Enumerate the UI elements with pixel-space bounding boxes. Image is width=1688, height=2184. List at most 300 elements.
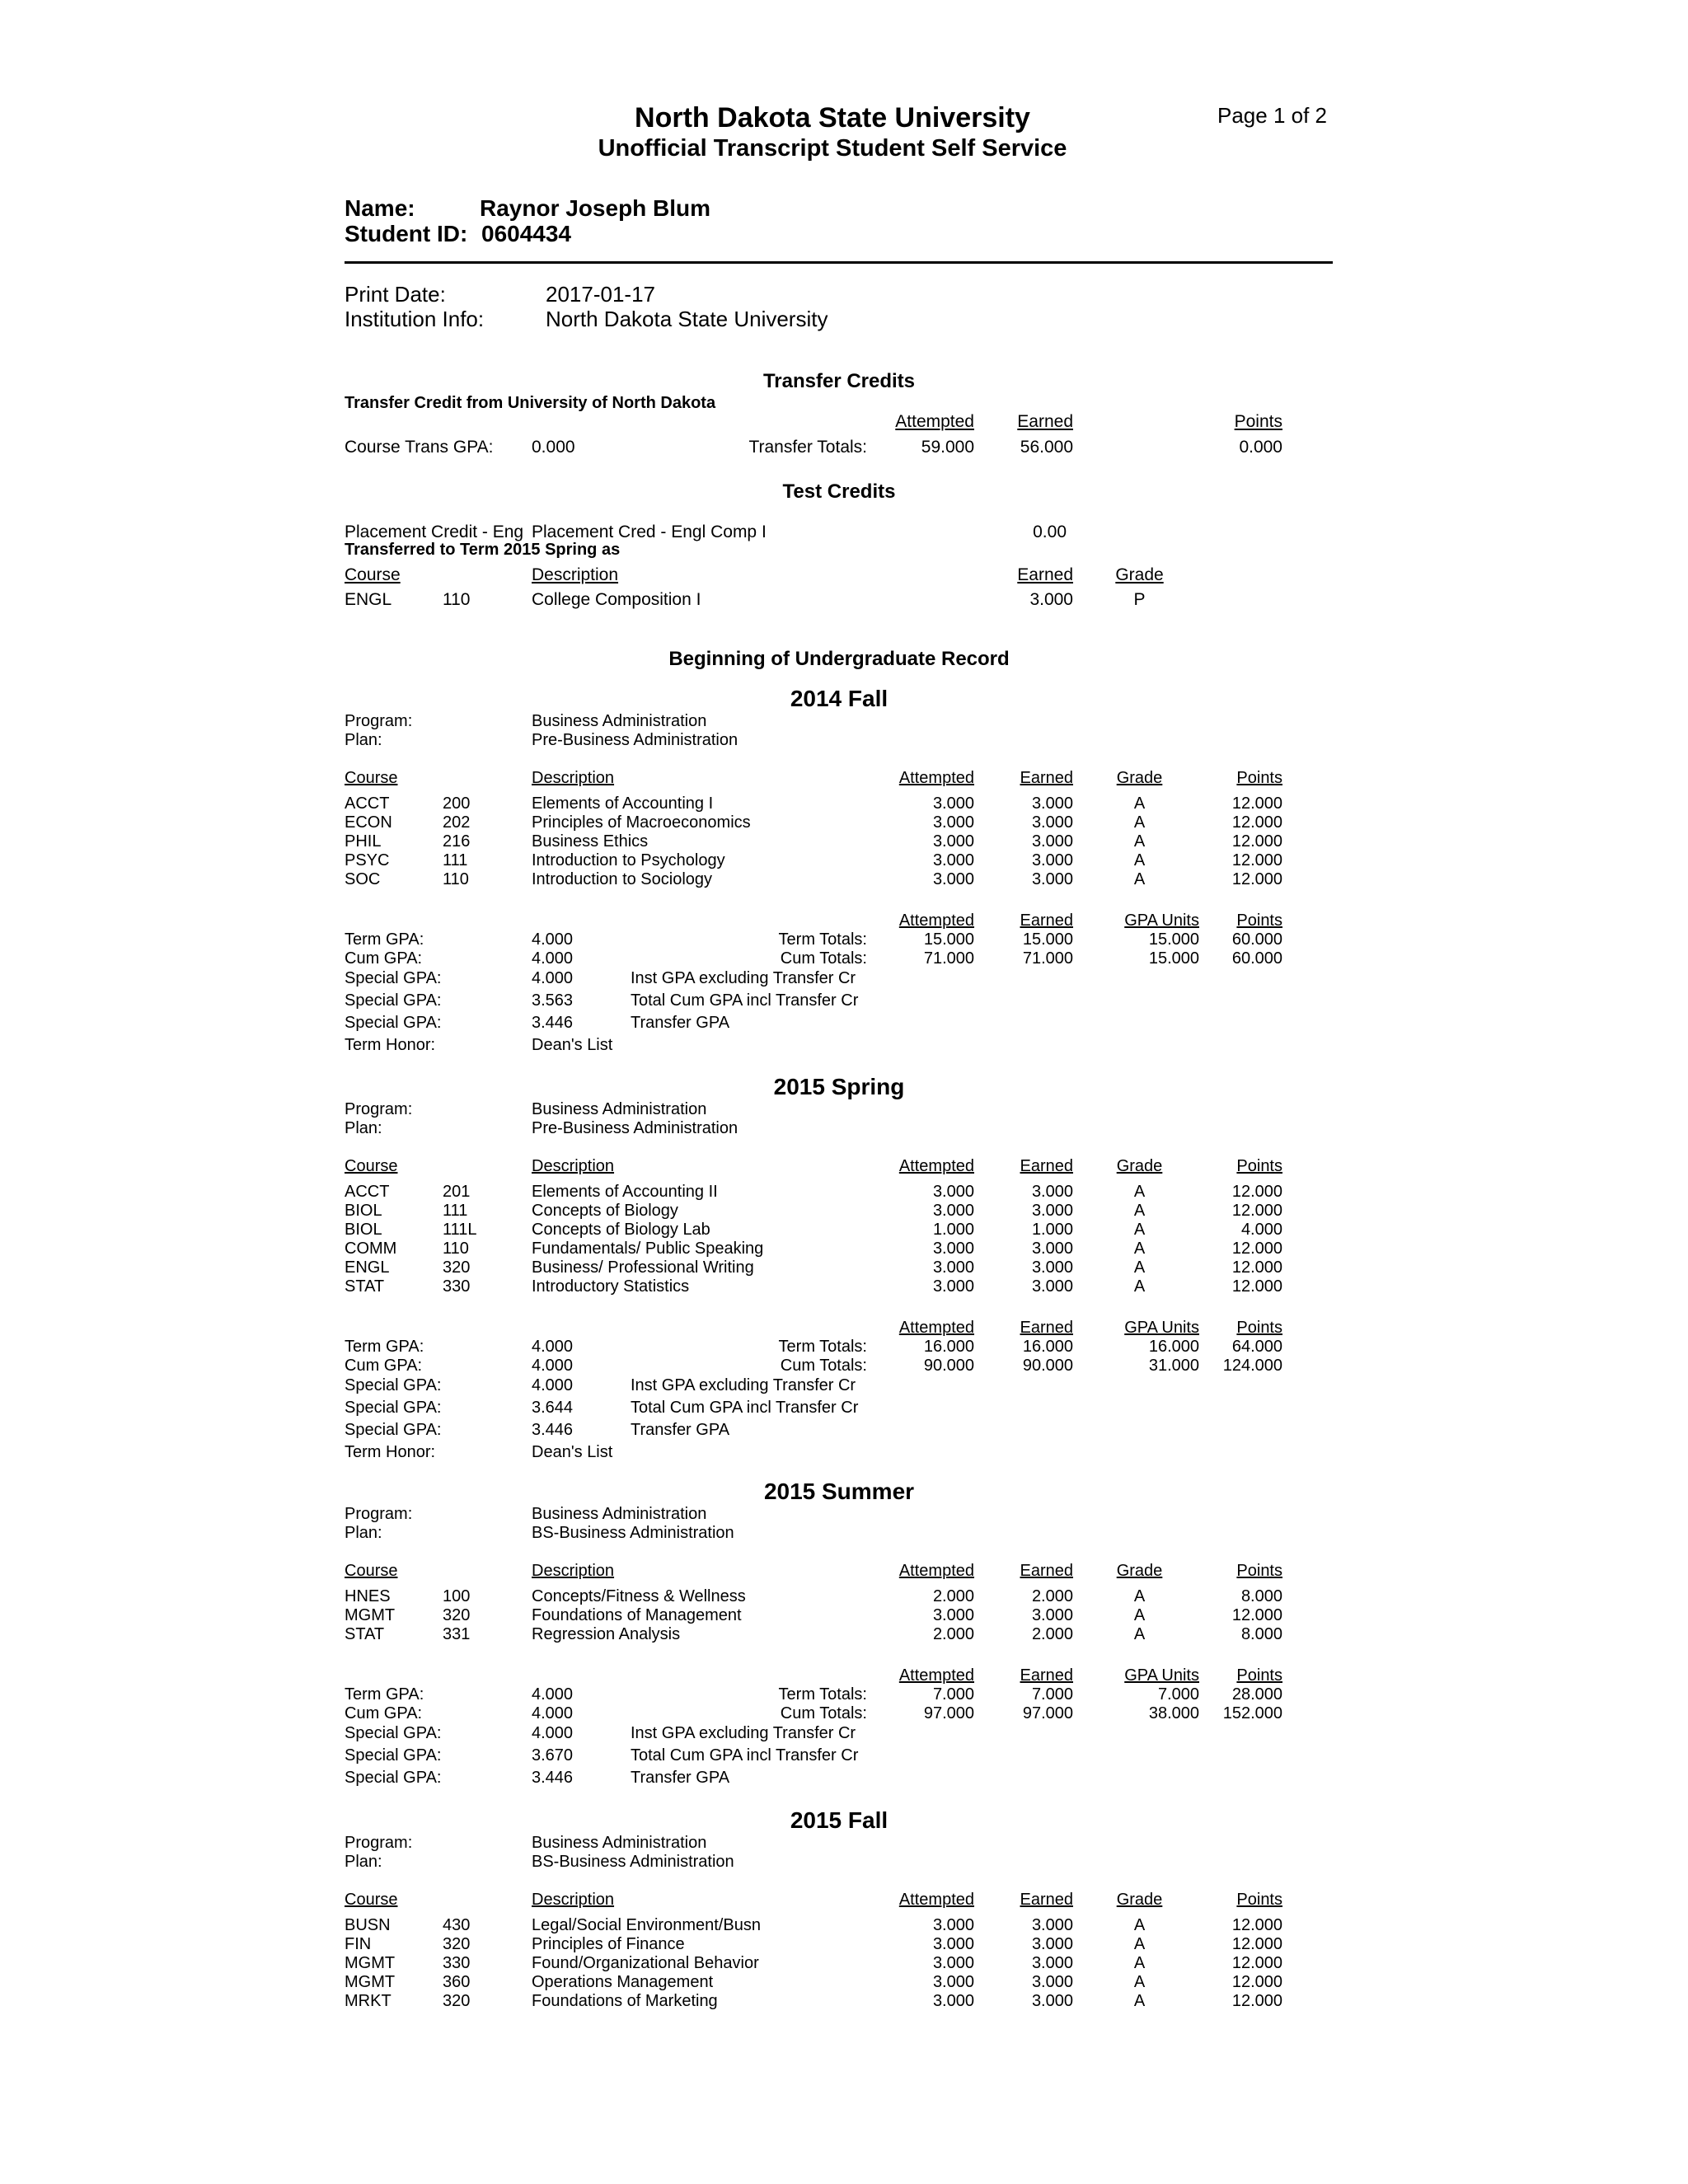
term-title: 2015 Spring [773,1074,905,1099]
course-attempted: 3.000 [932,1258,974,1277]
course-points: 12.000 [1231,1973,1282,1991]
course-attempted: 3.000 [932,1954,974,1972]
course-earned: 3.000 [1031,1935,1073,1953]
course-number: 201 [443,1183,471,1201]
course-earned: 2.000 [1031,1587,1073,1605]
course-description: Business/ Professional Writing [532,1258,754,1277]
cum-totals-label: Cum Totals: [780,1704,867,1722]
course-subject: BIOL [345,1202,382,1220]
course-number: 100 [443,1587,471,1605]
test-course-subject: ENGL [345,590,392,609]
placement-credit-units: 0.00 [1033,523,1067,541]
term-gpa-label: Term GPA: [345,930,424,949]
course-grade: A [1133,1240,1146,1258]
course-earned: 3.000 [1031,1973,1073,1991]
course-header: Course [345,769,398,787]
special-gpa-label: Special GPA: [345,1399,442,1417]
totals-attempted-header: Attempted [898,1666,974,1685]
course-description: Principles of Finance [532,1935,685,1953]
test-course-description: College Composition I [532,590,701,609]
special-gpa-label: Special GPA: [345,1724,442,1742]
grade-header: Grade [1116,1891,1163,1909]
course-subject: MGMT [345,1606,396,1624]
course-attempted: 3.000 [932,794,974,813]
term-program: Business Administration [532,1834,707,1852]
course-points: 12.000 [1231,1240,1282,1258]
course-earned: 3.000 [1031,832,1073,851]
special-gpa-value: 3.644 [532,1399,574,1417]
course-earned: 3.000 [1031,1606,1073,1624]
term-gpa: 4.000 [532,930,574,949]
course-subject: STAT [345,1625,385,1643]
course-subject: BIOL [345,1221,382,1239]
test-course-number: 110 [443,590,471,609]
term-title: 2015 Fall [790,1807,889,1833]
term-totals-gpa-units: 15.000 [1148,930,1199,949]
course-earned: 3.000 [1031,1258,1073,1277]
term-totals-label: Term Totals: [778,1338,867,1356]
cum-totals-points: 124.000 [1222,1357,1282,1375]
course-header: Course [345,1157,398,1175]
course-attempted: 1.000 [932,1221,974,1239]
course-number: 111L [443,1221,477,1239]
page-number: Page 1 of 2 [1217,103,1327,128]
special-gpa-value: 3.446 [532,1421,574,1439]
term-totals-earned: 15.000 [1022,930,1073,949]
course-grade: A [1133,813,1146,832]
placement-credit-desc: Placement Cred - Engl Comp I [532,523,767,541]
course-attempted: 3.000 [932,870,974,888]
term-honor-label: Term Honor: [345,1036,436,1054]
course-earned: 3.000 [1031,1240,1073,1258]
term-totals-gpa-units: 16.000 [1148,1338,1199,1356]
course-description: Fundamentals/ Public Speaking [532,1240,764,1258]
special-gpa-label: Special GPA: [345,1746,442,1765]
course-points: 4.000 [1240,1221,1282,1239]
term-totals-label: Term Totals: [778,1685,867,1704]
course-number: 330 [443,1277,471,1296]
course-subject: MGMT [345,1954,396,1972]
course-points: 12.000 [1231,1202,1282,1220]
course-points: 12.000 [1231,1183,1282,1201]
term-totals-earned: 16.000 [1022,1338,1073,1356]
term-totals-attempted: 16.000 [923,1338,974,1356]
description-header: Description [532,1562,615,1580]
course-points: 12.000 [1231,1606,1282,1624]
transferred-to-term: Transferred to Term 2015 Spring as [345,541,621,559]
course-points: 8.000 [1240,1587,1282,1605]
course-subject: SOC [345,870,381,888]
course-number: 360 [443,1973,471,1991]
special-gpa-value: 4.000 [532,1376,574,1394]
plan-label: Plan: [345,731,382,749]
totals-gpa-units-header: GPA Units [1124,912,1199,930]
course-grade: A [1133,1183,1146,1201]
course-description: Introduction to Sociology [532,870,713,888]
program-label: Program: [345,1834,413,1852]
course-attempted: 3.000 [932,1973,974,1991]
totals-points-header: Points [1236,1666,1282,1685]
test-course-header: Course [345,565,401,584]
earned-header: Earned [1020,1157,1073,1175]
course-attempted: 3.000 [932,813,974,832]
university-title: North Dakota State University [635,102,1030,134]
test-grade-header: Grade [1115,565,1164,584]
cum-totals-attempted: 97.000 [923,1704,974,1722]
student-id: 0604434 [481,221,572,246]
term-gpa-label: Term GPA: [345,1685,424,1704]
placement-credit-name: Placement Credit - Eng [345,523,524,541]
course-earned: 3.000 [1031,1202,1073,1220]
transfer-points-header: Points [1234,412,1282,431]
cum-totals-points: 60.000 [1231,949,1282,968]
course-header: Course [345,1562,398,1580]
special-gpa-value: 3.446 [532,1769,574,1787]
totals-points-header: Points [1236,912,1282,930]
course-points: 12.000 [1231,794,1282,813]
course-earned: 3.000 [1031,813,1073,832]
term-honor: Dean's List [532,1443,613,1461]
course-attempted: 2.000 [932,1587,974,1605]
term-totals-attempted: 15.000 [923,930,974,949]
course-points: 12.000 [1231,851,1282,869]
course-attempted: 3.000 [932,851,974,869]
course-points: 12.000 [1231,813,1282,832]
course-number: 430 [443,1916,471,1934]
special-gpa-label: Special GPA: [345,969,442,987]
special-gpa-value: 3.670 [532,1746,574,1765]
course-earned: 3.000 [1031,794,1073,813]
course-grade: A [1133,1916,1146,1934]
transfer-earned-header: Earned [1017,412,1073,431]
course-earned: 3.000 [1031,1992,1073,2010]
plan-label: Plan: [345,1119,382,1137]
course-earned: 3.000 [1031,1954,1073,1972]
course-subject: MGMT [345,1973,396,1991]
course-points: 8.000 [1240,1625,1282,1643]
course-number: 320 [443,1606,471,1624]
transfer-credits-heading: Transfer Credits [762,370,916,392]
special-gpa-description: Transfer GPA [631,1014,730,1032]
term-totals-label: Term Totals: [778,930,867,949]
transfer-attempted: 59.000 [921,438,974,457]
course-number: 320 [443,1258,471,1277]
course-number: 111 [443,1202,468,1220]
special-gpa-value: 4.000 [532,969,574,987]
special-gpa-value: 4.000 [532,1724,574,1742]
attempted-header: Attempted [898,1562,974,1580]
course-grade: A [1133,1954,1146,1972]
course-subject: ECON [345,813,392,832]
term-gpa: 4.000 [532,1685,574,1704]
earned-header: Earned [1020,1891,1073,1909]
cum-totals-earned: 97.000 [1022,1704,1073,1722]
course-description: Regression Analysis [532,1625,681,1643]
special-gpa-description: Inst GPA excluding Transfer Cr [631,1376,856,1394]
term-honor: Dean's List [532,1036,613,1054]
cum-totals-label: Cum Totals: [780,1357,867,1375]
course-points: 12.000 [1231,1916,1282,1934]
course-subject: ACCT [345,1183,390,1201]
print-date: 2017-01-17 [546,282,655,307]
grade-header: Grade [1116,1157,1163,1175]
course-description: Legal/Social Environment/Busn [532,1916,761,1934]
course-number: 320 [443,1992,471,2010]
grade-header: Grade [1116,1562,1163,1580]
test-credits-heading: Test Credits [782,480,896,503]
course-subject: COMM [345,1240,397,1258]
points-header: Points [1236,1157,1282,1175]
cum-totals-gpa-units: 38.000 [1148,1704,1199,1722]
test-course-earned: 3.000 [1029,590,1073,609]
transfer-totals-label: Transfer Totals: [748,438,867,457]
course-earned: 3.000 [1031,851,1073,869]
course-header: Course [345,1891,398,1909]
course-attempted: 3.000 [932,1277,974,1296]
course-number: 202 [443,813,471,832]
course-subject: PSYC [345,851,390,869]
course-earned: 3.000 [1031,1183,1073,1201]
course-description: Principles of Macroeconomics [532,813,751,832]
term-totals-points: 28.000 [1231,1685,1282,1704]
test-description-header: Description [532,565,619,584]
institution: North Dakota State University [546,307,828,331]
test-earned-header: Earned [1017,565,1073,584]
course-attempted: 3.000 [932,1606,974,1624]
cum-totals-gpa-units: 15.000 [1148,949,1199,968]
course-subject: HNES [345,1587,391,1605]
course-attempted: 3.000 [932,1240,974,1258]
special-gpa-value: 3.563 [532,991,574,1010]
course-earned: 3.000 [1031,1916,1073,1934]
course-subject: MRKT [345,1992,392,2010]
test-course-grade: P [1133,590,1146,609]
course-grade: A [1133,1587,1146,1605]
course-grade: A [1133,870,1146,888]
description-header: Description [532,1891,615,1909]
totals-gpa-units-header: GPA Units [1124,1319,1199,1337]
special-gpa-label: Special GPA: [345,1376,442,1394]
course-points: 12.000 [1231,1935,1282,1953]
earned-header: Earned [1020,1562,1073,1580]
course-description: Found/Organizational Behavior [532,1954,759,1972]
course-number: 216 [443,832,471,851]
course-grade: A [1133,832,1146,851]
term-totals-attempted: 7.000 [932,1685,974,1704]
course-description: Elements of Accounting I [532,794,714,813]
cum-gpa-label: Cum GPA: [345,1357,423,1375]
cum-totals-earned: 90.000 [1022,1357,1073,1375]
special-gpa-description: Total Cum GPA incl Transfer Cr [631,1746,859,1765]
cum-totals-label: Cum Totals: [780,949,867,968]
course-grade: A [1133,1935,1146,1953]
course-number: 320 [443,1935,471,1953]
term-totals-points: 64.000 [1231,1338,1282,1356]
student-name: Raynor Joseph Blum [480,195,711,221]
course-points: 12.000 [1231,1258,1282,1277]
record-heading: Beginning of Undergraduate Record [668,648,1010,670]
course-grade: A [1133,1221,1146,1239]
course-points: 12.000 [1231,870,1282,888]
term-totals-gpa-units: 7.000 [1157,1685,1199,1704]
course-subject: BUSN [345,1916,391,1934]
course-grade: A [1133,794,1146,813]
cum-gpa: 4.000 [532,1704,574,1722]
transfer-points: 0.000 [1239,438,1282,457]
cum-totals-attempted: 71.000 [923,949,974,968]
course-grade: A [1133,1973,1146,1991]
attempted-header: Attempted [898,1891,974,1909]
special-gpa-description: Total Cum GPA incl Transfer Cr [631,991,859,1010]
course-points: 12.000 [1231,1992,1282,2010]
term-program: Business Administration [532,712,707,730]
course-number: 110 [443,1240,469,1258]
special-gpa-description: Total Cum GPA incl Transfer Cr [631,1399,859,1417]
course-earned: 3.000 [1031,870,1073,888]
course-points: 12.000 [1231,1954,1282,1972]
term-gpa: 4.000 [532,1338,574,1356]
course-grade: A [1133,1202,1146,1220]
course-subject: FIN [345,1935,372,1953]
course-number: 200 [443,794,471,813]
totals-attempted-header: Attempted [898,912,974,930]
course-description: Concepts/Fitness & Wellness [532,1587,746,1605]
special-gpa-description: Inst GPA excluding Transfer Cr [631,969,856,987]
course-subject: ACCT [345,794,390,813]
cum-totals-earned: 71.000 [1022,949,1073,968]
totals-earned-header: Earned [1020,1319,1073,1337]
cum-totals-attempted: 90.000 [923,1357,974,1375]
points-header: Points [1236,769,1282,787]
course-earned: 3.000 [1031,1277,1073,1296]
totals-attempted-header: Attempted [898,1319,974,1337]
course-number: 111 [443,851,468,869]
course-description: Business Ethics [532,832,649,851]
special-gpa-label: Special GPA: [345,991,442,1010]
course-attempted: 3.000 [932,832,974,851]
course-earned: 2.000 [1031,1625,1073,1643]
term-title: 2015 Summer [763,1479,915,1504]
course-description: Foundations of Management [532,1606,742,1624]
totals-earned-header: Earned [1020,1666,1073,1685]
term-plan: BS-Business Administration [532,1524,734,1542]
course-description: Concepts of Biology [532,1202,678,1220]
cum-totals-gpa-units: 31.000 [1148,1357,1199,1375]
term-program: Business Administration [532,1100,707,1118]
totals-points-header: Points [1236,1319,1282,1337]
course-subject: ENGL [345,1258,390,1277]
special-gpa-value: 3.446 [532,1014,574,1032]
print-date-label: Print Date: [345,282,446,307]
course-description: Foundations of Marketing [532,1992,718,2010]
course-subject: PHIL [345,832,382,851]
description-header: Description [532,769,615,787]
term-honor-label: Term Honor: [345,1443,436,1461]
earned-header: Earned [1020,769,1073,787]
name-label: Name: [345,195,415,221]
course-attempted: 3.000 [932,1992,974,2010]
course-grade: A [1133,1992,1146,2010]
cum-gpa-label: Cum GPA: [345,1704,423,1722]
course-points: 12.000 [1231,832,1282,851]
term-program: Business Administration [532,1505,707,1523]
institution-label: Institution Info: [345,307,485,331]
program-label: Program: [345,1505,413,1523]
cum-gpa: 4.000 [532,949,574,968]
term-plan: Pre-Business Administration [532,1119,738,1137]
transcript-subtitle: Unofficial Transcript Student Self Service [598,135,1067,162]
cum-gpa: 4.000 [532,1357,574,1375]
special-gpa-label: Special GPA: [345,1014,442,1032]
course-attempted: 3.000 [932,1916,974,1934]
points-header: Points [1236,1562,1282,1580]
course-attempted: 2.000 [932,1625,974,1643]
special-gpa-description: Transfer GPA [631,1421,730,1439]
term-plan: BS-Business Administration [532,1853,734,1871]
program-label: Program: [345,1100,413,1118]
attempted-header: Attempted [898,1157,974,1175]
course-number: 330 [443,1954,471,1972]
course-attempted: 3.000 [932,1183,974,1201]
course-trans-gpa-label: Course Trans GPA: [345,438,494,457]
points-header: Points [1236,1891,1282,1909]
course-description: Introduction to Psychology [532,851,725,869]
course-description: Introductory Statistics [532,1277,690,1296]
plan-label: Plan: [345,1853,382,1871]
special-gpa-label: Special GPA: [345,1769,442,1787]
special-gpa-description: Inst GPA excluding Transfer Cr [631,1724,856,1742]
course-subject: STAT [345,1277,385,1296]
totals-gpa-units-header: GPA Units [1124,1666,1199,1685]
attempted-header: Attempted [898,769,974,787]
course-attempted: 3.000 [932,1202,974,1220]
term-totals-earned: 7.000 [1031,1685,1073,1704]
cum-totals-points: 152.000 [1222,1704,1282,1722]
student-id-label: Student ID: [345,221,468,246]
transfer-earned: 56.000 [1020,438,1073,457]
term-plan: Pre-Business Administration [532,731,738,749]
term-gpa-label: Term GPA: [345,1338,424,1356]
program-label: Program: [345,712,413,730]
special-gpa-label: Special GPA: [345,1421,442,1439]
course-number: 110 [443,870,469,888]
course-description: Operations Management [532,1973,714,1991]
special-gpa-description: Transfer GPA [631,1769,730,1787]
transfer-attempted-header: Attempted [895,412,974,431]
course-number: 331 [443,1625,471,1643]
transfer-source: Transfer Credit from University of North Dakota [345,394,716,412]
term-title: 2014 Fall [790,686,889,711]
plan-label: Plan: [345,1524,382,1542]
course-description: Elements of Accounting II [532,1183,718,1201]
grade-header: Grade [1116,769,1163,787]
course-grade: A [1133,1625,1146,1643]
cum-gpa-label: Cum GPA: [345,949,423,968]
course-grade: A [1133,1606,1146,1624]
term-totals-points: 60.000 [1231,930,1282,949]
course-trans-gpa: 0.000 [532,438,575,457]
course-grade: A [1133,1277,1146,1296]
course-description: Concepts of Biology Lab [532,1221,710,1239]
description-header: Description [532,1157,615,1175]
course-grade: A [1133,851,1146,869]
course-grade: A [1133,1258,1146,1277]
course-earned: 1.000 [1031,1221,1073,1239]
totals-earned-header: Earned [1020,912,1073,930]
course-points: 12.000 [1231,1277,1282,1296]
course-attempted: 3.000 [932,1935,974,1953]
header-divider [345,261,1333,264]
